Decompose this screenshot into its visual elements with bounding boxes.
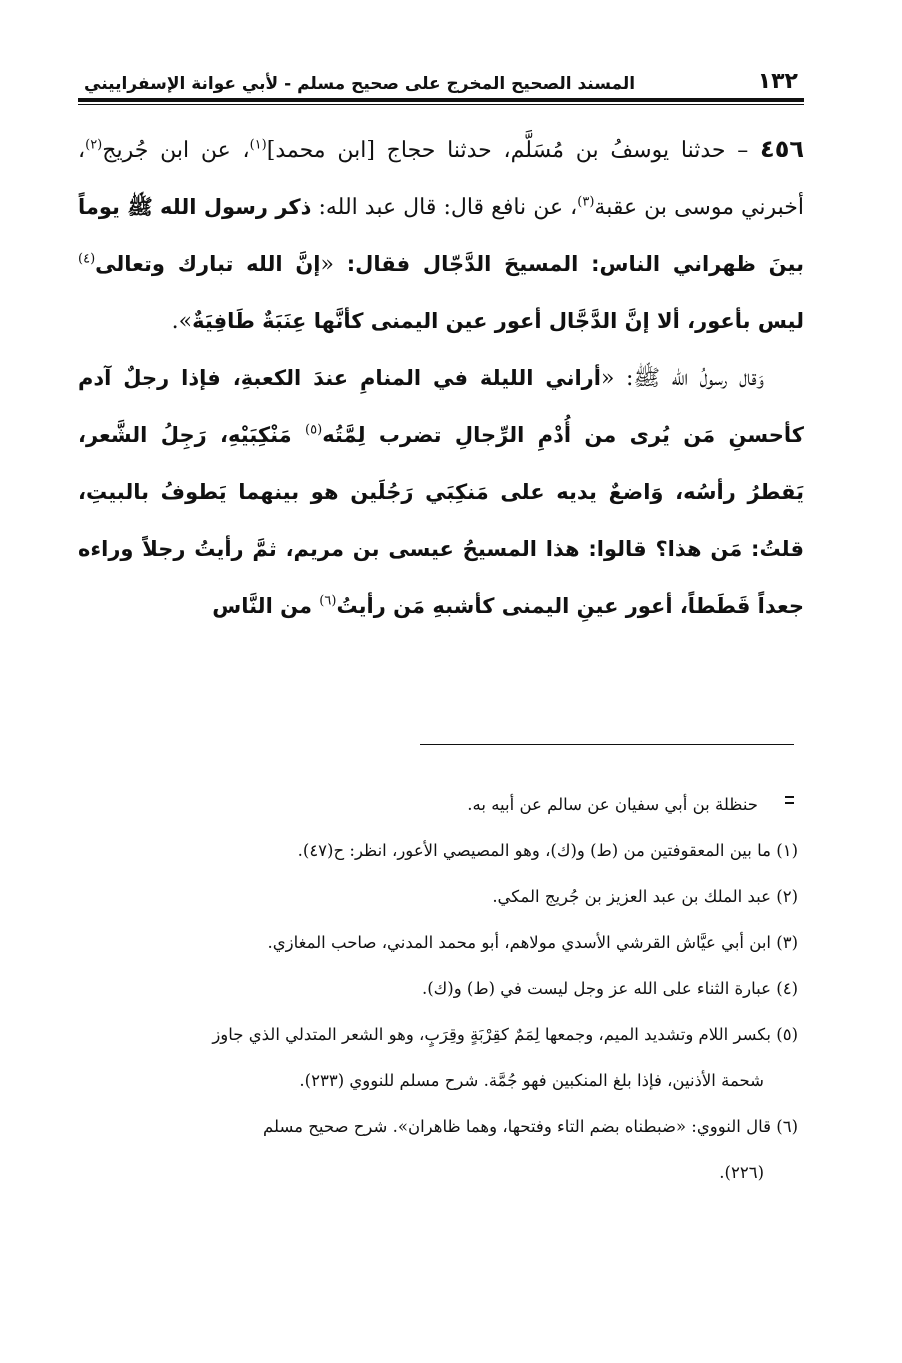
hadith-paragraph-1 xyxy=(78,121,804,350)
page-header xyxy=(78,50,804,94)
matn-bold-4: أراني الليلة في المنامِ عندَ الكعبةِ، فإذا رجلٌ آدم كأحسنِ مَن يُرى من أُدْمِ الرِّجالِ تضرب لِمَّتُه xyxy=(78,366,804,447)
header-rule-thin xyxy=(78,104,804,105)
hadith-number: ٤٥٦ xyxy=(760,135,804,163)
para2-intro: وَقال رسولُ الله ﷺ: « xyxy=(600,366,765,391)
matn-bold-7: من النَّاس xyxy=(212,594,320,618)
footnote-ref-5: (٥) xyxy=(305,422,323,438)
matn-bold-1: ذكر رسول الله ﷺ يوماً بينَ ظهراني الناس: المسيحَ الدَّجّال فقال: xyxy=(78,195,804,276)
page-number: ١٣٢ xyxy=(757,69,798,94)
footnote-5-continued: شحمة الأذنين، فإذا بلغ المنكبين فهو جُمَّة. شرح مسلم للنووي (٢٣٣). xyxy=(299,1071,764,1090)
footnote-ref-2: (٢) xyxy=(85,137,103,153)
matn-bold-6: قالوا: هذا المسيحُ عيسى بن مريم، ثمَّ رأيتُ رجلاً وراءه جعداً قَطَطاً، أعور عينِ اليمنى كأشبهِ مَن رأيتُ xyxy=(78,537,804,618)
footnote-ref-4: (٤) xyxy=(78,251,96,267)
isnad-text-4: ، عن نافع قال: قال عبد الله: xyxy=(311,195,578,220)
running-title: المسند الصحيح المخرج على صحيح مسلم - لأبي عوانة الإسفراييني xyxy=(84,74,636,94)
footnote-4: (٤) عبارة الثناء على الله عز وجل ليست في (ط) و(ك). xyxy=(421,979,798,998)
footnote-carryover: حنظلة بن أبي سفيان عن سالم عن أبيه به. xyxy=(467,795,758,814)
footnote-3: (٣) ابن أبي عيَّاش القرشي الأسدي مولاهم، أبو محمد المدني، صاحب المغازي. xyxy=(267,933,798,952)
matn-bold-3: ليس بأعور، ألا إنَّ الدَّجَّال أعور عين اليمنى كأنَّها عِنَبَةٌ طَافِيَةٌ xyxy=(192,309,804,333)
header-rule-thick xyxy=(78,98,804,102)
isnad-text-3: ، أخبرني موسى بن عقبة xyxy=(78,138,805,220)
isnad-text-2: ، عن ابن جُريج xyxy=(102,138,250,163)
footnote-2: (٢) عبد الملك بن عبد العزيز بن جُريج المكي. xyxy=(492,887,798,906)
footnote-1: (١) ما بين المعقوفتين من (ط) و(ك)، وهو المصيصي الأعور، انظر: ح(٤٧). xyxy=(297,841,798,860)
matn-bold-2: إنَّ الله تبارك وتعالى xyxy=(95,252,321,276)
footnote-5: (٥) بكسر اللام وتشديد الميم، وجمعها لِمَمٌ كقِرْبَةٍ وقِرَبٍ، وهو الشعر المتدلي الذي جاوز xyxy=(212,1025,798,1044)
footnote-ref-3: (٣) xyxy=(577,194,595,210)
footnotes xyxy=(78,782,798,1196)
footnote-ref-6: (٦) xyxy=(319,593,337,609)
hadith-paragraph-2 xyxy=(78,350,804,635)
matn-bold-5: مَنْكِبَيْهِ، رَجِلُ الشَّعر، يَقطرُ رأسُه، وَاضعٌ يديه على مَنكِبَي رَجُلَين هو بينهما يَطوفُ بالبيتِ، xyxy=(78,423,804,504)
matn-question: قلتُ: مَن هذا؟ xyxy=(646,537,804,561)
quote-close-1: ». xyxy=(171,309,193,334)
quote-open-1: « xyxy=(320,252,334,277)
footnote-separator xyxy=(420,744,794,745)
page xyxy=(78,50,804,635)
footnote-6-continued: (٢٢٦). xyxy=(719,1163,764,1182)
hadith-text xyxy=(78,121,804,635)
isnad-text: – حدثنا يوسفُ بن مُسَلَّم، حدثنا حجاج [ابن محمد] xyxy=(266,138,749,163)
footnote-ref-1: (١) xyxy=(249,137,267,153)
footnote-6: (٦) قال النووي: «ضبطناه بضم التاء وفتحها، وهما ظاهران». شرح صحيح مسلم xyxy=(263,1117,798,1136)
